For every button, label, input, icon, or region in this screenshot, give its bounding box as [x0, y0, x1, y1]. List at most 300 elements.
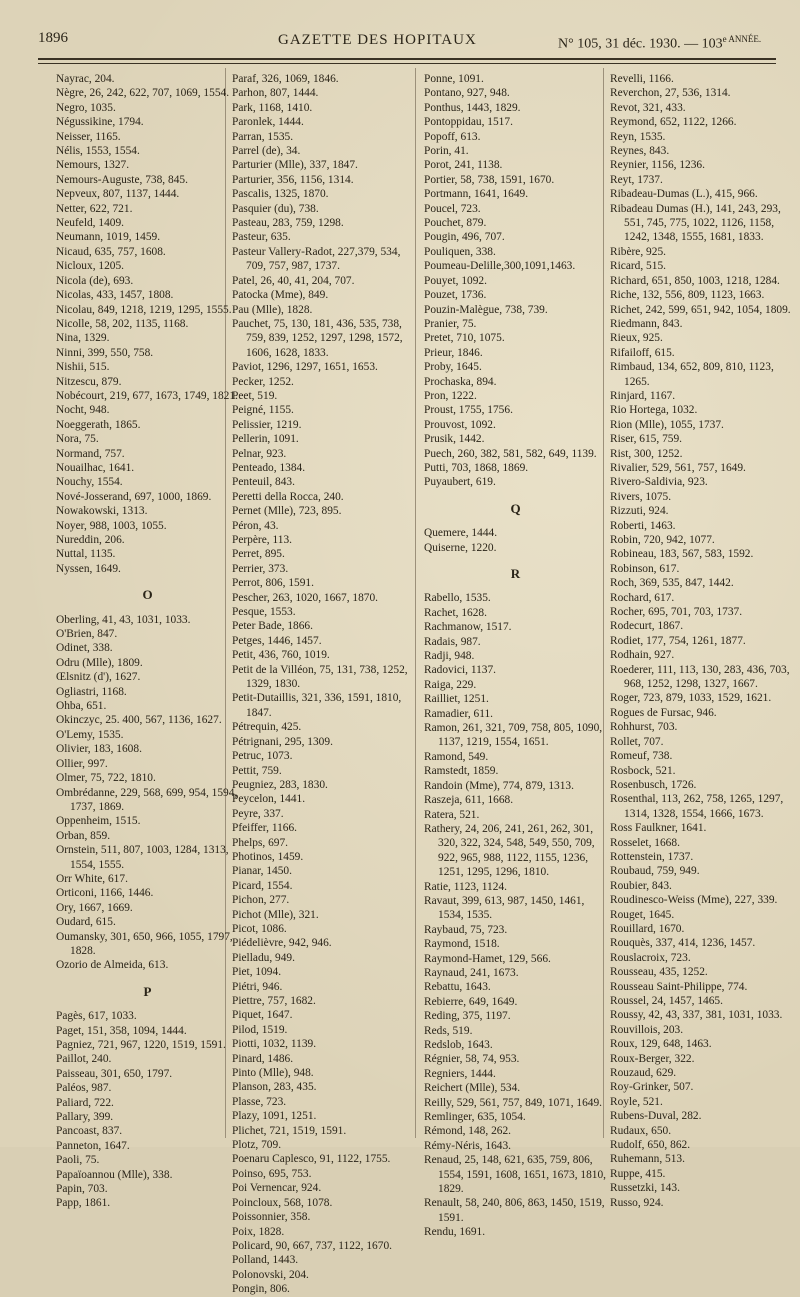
- index-entry: Rivero-Saldivia, 923.: [610, 476, 708, 489]
- index-entry: Pasquier (du), 738.: [232, 202, 319, 215]
- index-entry: Œlsnitz (d'), 1627.: [56, 671, 141, 684]
- index-entry: Ozorio de Almeida, 613.: [56, 959, 169, 972]
- index-entry: Petit-Dutaillis, 321, 336, 1591, 1810, 1847.: [232, 692, 402, 719]
- index-entry: Portmann, 1641, 1649.: [424, 188, 529, 201]
- section-letter: P: [143, 983, 152, 999]
- index-entry: Pichot (Mlle), 321.: [232, 908, 319, 921]
- index-entry: Roberti, 1463.: [610, 519, 676, 532]
- index-entry: Oumansky, 301, 650, 966, 1055, 1797, 1828.: [56, 930, 233, 957]
- index-entry: Rinjard, 1167.: [610, 389, 676, 402]
- index-entry: Roubaud, 759, 949.: [610, 865, 700, 878]
- index-entry: Parran, 1535.: [232, 130, 294, 143]
- index-entry: Prusik, 1442.: [424, 433, 485, 446]
- index-entry: Russetzki, 143.: [610, 1182, 680, 1195]
- index-entry: Pianar, 1450.: [232, 865, 292, 878]
- index-entry: Normand, 757.: [56, 447, 125, 460]
- index-entry: Penteado, 1384.: [232, 461, 306, 474]
- section-letter: Q: [510, 500, 521, 516]
- index-entry: Robineau, 183, 567, 583, 1592.: [610, 548, 754, 561]
- index-entry: Pasteur Vallery-Radot, 227,379, 534, 709, 757, 987, 1737.: [232, 245, 401, 273]
- index-entry: Ollier, 997.: [56, 757, 108, 770]
- section-letter: R: [510, 566, 521, 581]
- index-entry: Pauchet, 75, 130, 181, 436, 535, 738, 759, 839, 1252, 1297, 1298, 1572, 1606, 1628, 1833.: [232, 317, 403, 359]
- index-entry: Piquet, 1647.: [232, 1009, 293, 1022]
- index-entry: Nocht, 948.: [56, 404, 110, 417]
- index-entry: Nishii, 515.: [56, 361, 110, 374]
- index-entry: Rottenstein, 1737.: [610, 850, 694, 863]
- index-entry: Noyer, 988, 1003, 1055.: [56, 519, 167, 532]
- index-entry: Piétri, 946.: [232, 980, 283, 993]
- index-entry: Rouvillois, 203.: [610, 1023, 684, 1036]
- index-entry: Oudard, 615.: [56, 916, 116, 929]
- index-entry: Rio Hortega, 1032.: [610, 404, 698, 417]
- index-entry: O'Brien, 847.: [56, 628, 118, 641]
- index-entry: Piédelièvre, 942, 946.: [232, 937, 332, 950]
- index-entry: Ornstein, 511, 807, 1003, 1284, 1313, 1554, 1555.: [56, 844, 229, 871]
- index-entry: Plasse, 723.: [232, 1095, 287, 1108]
- index-entry: Rifailoff, 615.: [610, 346, 675, 359]
- index-entry: Raynaud, 241, 1673.: [424, 966, 519, 979]
- index-entry: Railliet, 1251.: [424, 693, 489, 706]
- index-entry: Piettre, 757, 1682.: [232, 995, 316, 1007]
- index-entry: Rousseau Saint-Philippe, 774.: [610, 980, 748, 993]
- index-entry: Romeuf, 738.: [610, 750, 673, 763]
- index-entry: Polland, 1443.: [232, 1254, 299, 1267]
- index-entry: Pichon, 277.: [232, 894, 290, 907]
- index-entry: Nyssen, 1649.: [56, 562, 121, 575]
- index-entry: Radji, 948.: [424, 650, 475, 663]
- index-entry: Piotti, 1032, 1139.: [232, 1038, 317, 1051]
- index-entry: Neufeld, 1409.: [56, 217, 125, 230]
- index-entry: Photinos, 1459.: [232, 850, 304, 863]
- index-column-4: [610, 72, 793, 1210]
- index-entry: Rimbaud, 134, 652, 809, 810, 1123, 1265.: [610, 361, 774, 388]
- index-entry: Ratie, 1123, 1124.: [424, 880, 507, 893]
- index-entry: Négussikine, 1794.: [56, 116, 144, 129]
- index-entry: Nina, 1329.: [56, 332, 110, 345]
- index-entry: Rathery, 24, 206, 241, 261, 262, 301, 320, 322, 324, 548, 549, 550, 709, 922, 965, 988, 1122, 1155, 1236, 1251, 1295, 1296, 1810.: [424, 822, 595, 879]
- index-entry: Paronlek, 1444.: [232, 116, 304, 129]
- index-entry: Paget, 151, 358, 1094, 1444.: [56, 1024, 187, 1037]
- index-entry: Patocka (Mme), 849.: [232, 289, 329, 302]
- index-entry: Ramstedt, 1859.: [424, 765, 499, 778]
- index-entry: Rodecurt, 1867.: [610, 620, 684, 633]
- index-entry: Rodhain, 927.: [610, 649, 675, 662]
- index-entry: Pretet, 710, 1075.: [424, 332, 505, 345]
- index-entry: Roch, 369, 535, 847, 1442.: [610, 577, 734, 590]
- index-entry: Poincloux, 568, 1078.: [232, 1196, 333, 1209]
- index-entry: O'Lemy, 1535.: [56, 728, 124, 741]
- index-entry: Proby, 1645.: [424, 361, 482, 374]
- index-entry: Rudaux, 650.: [610, 1124, 672, 1137]
- index-entry: Rivers, 1075.: [610, 490, 672, 503]
- index-entry: Nepveux, 807, 1137, 1444.: [56, 188, 180, 201]
- index-entry: Roux-Berger, 322.: [610, 1052, 695, 1065]
- index-entry: Rachmanow, 1517.: [424, 621, 512, 634]
- index-entry: Peugniez, 283, 1830.: [232, 778, 328, 791]
- index-entry: Rendu, 1691.: [424, 1226, 486, 1239]
- index-entry: Peet, 519.: [232, 389, 278, 402]
- index-entry: Nureddin, 206.: [56, 534, 125, 546]
- index-entry: Pelissier, 1219.: [232, 418, 302, 431]
- index-entry: Pescher, 263, 1020, 1667, 1870.: [232, 591, 379, 604]
- index-entry: Orban, 859.: [56, 829, 111, 842]
- index-entry: Peretti della Rocca, 240.: [232, 490, 344, 503]
- index-entry: Okinczyc, 25. 400, 567, 1136, 1627.: [56, 714, 222, 727]
- index-entry: Prouvost, 1092.: [424, 418, 496, 431]
- index-entry: Putti, 703, 1868, 1869.: [424, 461, 529, 474]
- index-entry: Rist, 300, 1252.: [610, 447, 683, 460]
- index-entry: Rubens-Duval, 282.: [610, 1110, 702, 1123]
- index-entry: Reynes, 843.: [610, 145, 670, 158]
- index-entry: Pagniez, 721, 967, 1220, 1519, 1591.: [56, 1039, 226, 1051]
- index-entry: Reilly, 529, 561, 757, 849, 1071, 1649.: [424, 1096, 603, 1109]
- index-entry: Poix, 1828.: [232, 1225, 285, 1238]
- index-entry: Rollet, 707.: [610, 735, 664, 748]
- index-entry: Ogliastri, 1168.: [56, 685, 127, 698]
- index-entry: Renaud, 25, 148, 621, 635, 759, 806, 1554, 1591, 1608, 1651, 1673, 1810, 1829.: [424, 1154, 607, 1196]
- journal-title: GAZETTE DES HOPITAUX: [278, 32, 477, 48]
- index-entry: Ross Faulkner, 1641.: [610, 822, 707, 835]
- index-entry: Pougin, 496, 707.: [424, 231, 505, 244]
- index-entry: Raymond-Hamet, 129, 566.: [424, 952, 551, 965]
- index-entry: Reverchon, 27, 536, 1314.: [610, 87, 731, 100]
- issue-date: N° 105, 31 déc. 1930. — 103: [558, 36, 723, 52]
- index-entry: Ohba, 651.: [56, 700, 107, 713]
- index-entry: Roussel, 24, 1457, 1465.: [610, 995, 723, 1007]
- issue-info: [558, 34, 761, 53]
- index-entry: Roubier, 843.: [610, 879, 672, 892]
- index-entry: Peter Bade, 1866.: [232, 620, 313, 633]
- index-entry: Papaïoannou (Mlle), 338.: [56, 1168, 173, 1181]
- index-entry: Robinson, 617.: [610, 562, 680, 575]
- index-entry: Nowakowski, 1313.: [56, 505, 148, 518]
- index-entry: Nayrac, 204.: [56, 73, 115, 85]
- index-entry: Pinto (Mlle), 948.: [232, 1067, 314, 1080]
- index-entry: Picot, 1086.: [232, 922, 287, 935]
- index-entry: Papin, 703.: [56, 1183, 108, 1196]
- index-entry: Ponthus, 1443, 1829.: [424, 101, 521, 114]
- index-entry: Papp, 1861.: [56, 1197, 111, 1210]
- index-entry: Puech, 260, 382, 581, 582, 649, 1139.: [424, 447, 597, 460]
- index-entry: Ponne, 1091.: [424, 73, 484, 85]
- index-entry: Rebattu, 1643.: [424, 981, 491, 994]
- index-entry: Rémy-Néris, 1643.: [424, 1139, 511, 1152]
- index-entry: Pinard, 1486.: [232, 1052, 294, 1065]
- index-entry: Pelnar, 923.: [232, 447, 287, 460]
- index-entry: Puyaubert, 619.: [424, 476, 496, 489]
- index-entry: Nègre, 26, 242, 622, 707, 1069, 1554.: [56, 87, 230, 100]
- index-entry: Ory, 1667, 1669.: [56, 901, 133, 914]
- index-entry: Ombrédanne, 229, 568, 699, 954, 1594, 1737, 1869.: [56, 786, 238, 813]
- index-entry: Rousseau, 435, 1252.: [610, 966, 708, 979]
- index-entry: Raiga, 229.: [424, 678, 477, 691]
- index-entry: Ramond, 549.: [424, 750, 489, 763]
- index-entry: Poenaru Caplesco, 91, 1122, 1755.: [232, 1153, 391, 1166]
- index-entry: Nicolas, 433, 1457, 1808.: [56, 289, 174, 302]
- index-entry: Reyt, 1737.: [610, 173, 663, 186]
- index-entry: Odru (Mlle), 1809.: [56, 656, 143, 669]
- index-entry: Reds, 519.: [424, 1024, 473, 1037]
- index-entry: Rohhurst, 703.: [610, 721, 678, 734]
- index-entry: Régnier, 58, 74, 953.: [424, 1053, 520, 1066]
- index-entry: Reyn, 1535.: [610, 130, 666, 143]
- index-entry: Revot, 321, 433.: [610, 101, 686, 114]
- index-entry: Patel, 26, 40, 41, 204, 707.: [232, 274, 355, 287]
- index-entry: Pettit, 759.: [232, 764, 282, 777]
- index-entry: Renault, 58, 240, 806, 863, 1450, 1519, 1591.: [424, 1197, 605, 1224]
- index-entry: Randoin (Mme), 774, 879, 1313.: [424, 779, 574, 792]
- index-entry: Paliard, 722.: [56, 1096, 114, 1109]
- index-entry: Rogues de Fursac, 946.: [610, 706, 717, 719]
- index-entry: Pontano, 927, 948.: [424, 87, 510, 100]
- index-entry: Parhon, 807, 1444.: [232, 87, 319, 100]
- index-entry: Paoli, 75.: [56, 1154, 100, 1167]
- index-entry: Ninni, 399, 550, 758.: [56, 346, 154, 359]
- index-entry: Poinso, 695, 753.: [232, 1167, 312, 1180]
- index-entry: Poucel, 723.: [424, 202, 481, 215]
- index-entry: Pouliquen, 338.: [424, 245, 496, 258]
- page-number: 1896: [38, 30, 68, 46]
- index-entry: Orticoni, 1166, 1446.: [56, 887, 154, 900]
- index-entry: Pernet (Mlle), 723, 895.: [232, 505, 342, 518]
- index-entry: Robin, 720, 942, 1077.: [610, 534, 715, 546]
- index-entry: Rémond, 148, 262.: [424, 1125, 512, 1138]
- index-entry: Pellerin, 1091.: [232, 433, 299, 446]
- index-entry: Riedmann, 843.: [610, 317, 683, 330]
- index-entry: Nicolau, 849, 1218, 1219, 1295, 1555.: [56, 303, 232, 316]
- index-entry: Rachet, 1628.: [424, 606, 487, 619]
- index-entry: Neisser, 1165.: [56, 130, 121, 143]
- index-entry: Nora, 75.: [56, 433, 99, 446]
- index-entry: Rieux, 925.: [610, 332, 663, 345]
- index-entry: Penteuil, 843.: [232, 476, 295, 489]
- index-entry: Paviot, 1296, 1297, 1651, 1653.: [232, 361, 378, 374]
- index-entry: Nicola (de), 693.: [56, 274, 134, 287]
- index-entry: Reichert (Mlle), 534.: [424, 1082, 521, 1095]
- index-entry: Pilod, 1519.: [232, 1023, 288, 1036]
- index-entry: Rosenthal, 113, 262, 758, 1265, 1297, 1314, 1328, 1554, 1666, 1673.: [610, 793, 784, 820]
- index-entry: Pétrequin, 425.: [232, 721, 302, 734]
- index-column-3: [424, 72, 607, 1240]
- index-entry: Parturier (Mlle), 337, 1847.: [232, 159, 358, 172]
- index-entry: Roussy, 42, 43, 337, 381, 1031, 1033.: [610, 1009, 783, 1022]
- index-entry: Pongin, 806.: [232, 1283, 290, 1296]
- index-entry: Petruc, 1073.: [232, 750, 293, 763]
- index-entry: Ramon, 261, 321, 709, 758, 805, 1090, 1137, 1219, 1554, 1651.: [424, 722, 603, 749]
- index-entry: Nélis, 1553, 1554.: [56, 145, 140, 158]
- index-entry: Odinet, 338.: [56, 642, 113, 655]
- index-column-2: [232, 72, 415, 1297]
- issue-year-suffix: e ANNÉE.: [722, 34, 762, 44]
- index-entry: Rouquès, 337, 414, 1236, 1457.: [610, 937, 756, 950]
- header-rule-thin: [38, 63, 776, 64]
- page-header: [38, 22, 786, 58]
- index-entry: Popoff, 613.: [424, 130, 481, 143]
- index-entry: Pron, 1222.: [424, 389, 477, 402]
- index-entry: Pascalis, 1325, 1870.: [232, 188, 329, 201]
- index-entry: Royle, 521.: [610, 1095, 663, 1108]
- index-entry: Rodiet, 177, 754, 1261, 1877.: [610, 634, 746, 647]
- index-entry: Ribadeau-Dumas (L.), 415, 966.: [610, 188, 758, 201]
- index-entry: Pouyet, 1092.: [424, 274, 487, 287]
- index-entry: Nemours, 1327.: [56, 159, 130, 172]
- index-entry: Paisseau, 301, 650, 1797.: [56, 1067, 173, 1080]
- index-entry: Oppenheim, 1515.: [56, 815, 141, 828]
- index-entry: Nicaud, 635, 757, 1608.: [56, 245, 166, 258]
- index-entry: Remlinger, 635, 1054.: [424, 1111, 526, 1124]
- index-entry: Raszeja, 611, 1668.: [424, 794, 514, 807]
- index-entry: Radovici, 1137.: [424, 664, 497, 677]
- index-entry: Nemours-Auguste, 738, 845.: [56, 173, 188, 186]
- index-entry: Park, 1168, 1410.: [232, 101, 313, 114]
- index-entry: Raybaud, 75, 723.: [424, 923, 508, 936]
- index-entry: Nové-Josserand, 697, 1000, 1869.: [56, 490, 212, 503]
- index-entry: Planson, 283, 435.: [232, 1081, 317, 1094]
- index-entry: Rouzaud, 629.: [610, 1067, 677, 1080]
- index-entry: Revelli, 1166.: [610, 73, 674, 85]
- index-entry: Rouget, 1645.: [610, 908, 675, 921]
- index-entry: Poumeau-Delille,300,1091,1463.: [424, 260, 576, 273]
- index-entry: Roux, 129, 648, 1463.: [610, 1038, 712, 1051]
- index-entry: Russo, 924.: [610, 1196, 664, 1209]
- index-entry: Ravaut, 399, 613, 987, 1450, 1461, 1534, 1535.: [424, 894, 585, 922]
- index-entry: Regniers, 1444.: [424, 1067, 496, 1080]
- index-entry: Perret, 895.: [232, 548, 285, 561]
- index-entry: Rocher, 695, 701, 703, 1737.: [610, 606, 743, 619]
- index-entry: Roudinesco-Weiss (Mme), 227, 339.: [610, 894, 778, 907]
- index-entry: Plotz, 709.: [232, 1139, 282, 1152]
- index-entry: Rouillard, 1670.: [610, 922, 685, 935]
- index-entry: Nicloux, 1205.: [56, 260, 125, 273]
- index-entry: Quemere, 1444.: [424, 527, 498, 540]
- index-entry: Pagès, 617, 1033.: [56, 1010, 137, 1023]
- index-entry: Raymond, 1518.: [424, 938, 500, 951]
- index-entry: Nuttal, 1135.: [56, 548, 116, 561]
- index-entry: Pasteau, 283, 759, 1298.: [232, 217, 344, 230]
- index-entry: Redslob, 1643.: [424, 1039, 493, 1051]
- index-entry: Pouchet, 879.: [424, 217, 487, 230]
- index-entry: Paillot, 240.: [56, 1053, 112, 1066]
- index-entry: Quiserne, 1220.: [424, 541, 497, 554]
- index-entry: Rochard, 617.: [610, 591, 675, 604]
- index-entry: Richard, 651, 850, 1003, 1218, 1284.: [610, 274, 780, 287]
- index-entry: Péron, 43.: [232, 519, 279, 532]
- index-entry: Poi Vernencar, 924.: [232, 1182, 322, 1195]
- index-entry: Porin, 41.: [424, 145, 469, 158]
- index-entry: Nobécourt, 219, 677, 1673, 1749, 1821.: [56, 389, 238, 402]
- index-entry: Ratera, 521.: [424, 808, 480, 821]
- index-entry: Petit de la Villéon, 75, 131, 738, 1252, 1329, 1830.: [232, 663, 408, 691]
- index-entry: Plichet, 721, 1519, 1591.: [232, 1124, 347, 1137]
- index-entry: Parrel (de), 34.: [232, 145, 301, 158]
- index-entry: Pontoppidau, 1517.: [424, 116, 513, 129]
- index-entry: Ribère, 925.: [610, 245, 666, 258]
- index-entry: Pecker, 1252.: [232, 375, 294, 388]
- index-entry: Pielladu, 949.: [232, 951, 295, 964]
- index-column-1: [56, 72, 239, 1211]
- index-entry: Roy-Grinker, 507.: [610, 1081, 694, 1094]
- index-entry: Peigné, 1155.: [232, 404, 294, 417]
- index-entry: Pranier, 75.: [424, 317, 477, 330]
- index-entry: Perpère, 113.: [232, 534, 292, 546]
- index-entry: Piet, 1094.: [232, 966, 282, 979]
- index-entry: Policard, 90, 667, 737, 1122, 1670.: [232, 1239, 392, 1252]
- index-entry: Perrier, 373.: [232, 562, 289, 575]
- index-entry: Olmer, 75, 722, 1810.: [56, 772, 156, 785]
- column-divider: [415, 68, 416, 1138]
- index-entry: Rabello, 1535.: [424, 592, 491, 605]
- section-letter: O: [142, 587, 153, 603]
- index-entry: Netter, 622, 721.: [56, 202, 133, 215]
- index-entry: Porot, 241, 1138.: [424, 159, 503, 172]
- index-entry: Ribadeau Dumas (H.), 141, 243, 293, 551, 745, 775, 1022, 1126, 1158, 1242, 1348, 1555, 1681, 1833.: [610, 202, 781, 244]
- index-entry: Olivier, 183, 1608.: [56, 743, 142, 756]
- index-entry: Neumann, 1019, 1459.: [56, 231, 161, 244]
- index-entry: Petit, 436, 760, 1019.: [232, 649, 330, 662]
- index-entry: Plazy, 1091, 1251.: [232, 1110, 317, 1123]
- index-entry: Rosenbusch, 1726.: [610, 778, 697, 791]
- index-entry: Pouzet, 1736.: [424, 289, 487, 302]
- index-entry: Paléos, 987.: [56, 1082, 112, 1095]
- index-entry: Ruhemann, 513.: [610, 1153, 685, 1166]
- index-entry: Ruppe, 415.: [610, 1167, 666, 1180]
- index-entry: Poissonnier, 358.: [232, 1211, 311, 1224]
- index-entry: Orr White, 617.: [56, 872, 128, 885]
- index-entry: Peycelon, 1441.: [232, 793, 306, 806]
- index-entry: Portier, 58, 738, 1591, 1670.: [424, 173, 555, 186]
- index-entry: Pau (Mlle), 1828.: [232, 303, 313, 316]
- index-entry: Pétrignani, 295, 1309.: [232, 735, 333, 748]
- index-entry: Phelps, 697.: [232, 836, 289, 849]
- index-entry: Riche, 132, 556, 809, 1123, 1663.: [610, 289, 765, 302]
- index-entry: Pancoast, 837.: [56, 1125, 123, 1138]
- index-entry: Roger, 723, 879, 1033, 1529, 1621.: [610, 692, 772, 705]
- index-entry: Reynier, 1156, 1236.: [610, 159, 705, 172]
- index-entry: Pallary, 399.: [56, 1111, 114, 1124]
- index-entry: Picard, 1554.: [232, 879, 293, 892]
- index-entry: Peyre, 337.: [232, 807, 284, 820]
- index-entry: Rion (Mlle), 1055, 1737.: [610, 418, 724, 431]
- index-entry: Parturier, 356, 1156, 1314.: [232, 173, 354, 186]
- index-entry: Reding, 375, 1197.: [424, 1010, 511, 1023]
- index-entry: Rizzuti, 924.: [610, 505, 669, 518]
- index-entry: Nouailhac, 1641.: [56, 461, 135, 474]
- index-entry: Rosbock, 521.: [610, 764, 676, 777]
- index-entry: Richet, 242, 599, 651, 942, 1054, 1809.: [610, 303, 791, 316]
- index-entry: Pasteur, 635.: [232, 231, 291, 244]
- index-entry: Rivalier, 529, 561, 757, 1649.: [610, 461, 746, 474]
- index-entry: Rosselet, 1668.: [610, 836, 680, 849]
- index-entry: Rudolf, 650, 862.: [610, 1139, 691, 1152]
- index-entry: Pouzin-Malègue, 738, 739.: [424, 303, 548, 316]
- index-entry: Prieur, 1846.: [424, 346, 483, 359]
- index-entry: Ramadier, 611.: [424, 707, 494, 720]
- index-entry: Ricard, 515.: [610, 260, 666, 273]
- index-entry: Noeggerath, 1865.: [56, 418, 141, 431]
- index-entry: Radais, 987.: [424, 635, 481, 648]
- index-entry: Rebierre, 649, 1649.: [424, 995, 518, 1008]
- index-entry: Oberling, 41, 43, 1031, 1033.: [56, 613, 191, 626]
- index-entry: Nicolle, 58, 202, 1135, 1168.: [56, 317, 189, 330]
- index-entry: Polonovski, 204.: [232, 1268, 309, 1281]
- index-entry: Paraf, 326, 1069, 1846.: [232, 73, 339, 85]
- index-entry: Pfeiffer, 1166.: [232, 822, 298, 835]
- index-entry: Riser, 615, 759.: [610, 433, 682, 446]
- index-entry: Pesque, 1553.: [232, 606, 296, 619]
- index-entry: Proust, 1755, 1756.: [424, 404, 513, 417]
- index-entry: Nouchy, 1554.: [56, 476, 123, 489]
